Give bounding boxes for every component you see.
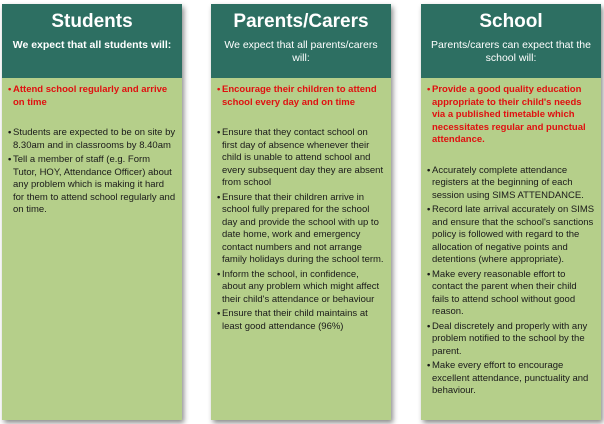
school-header (421, 4, 601, 78)
students-header (2, 4, 182, 78)
list-item (427, 165, 595, 203)
bullet-glyph: • (217, 308, 221, 319)
school-highlight-text: Provide a good quality education appropriate to their child's needs via a published timetable which necessitates regular and punctual attendance. (432, 84, 586, 145)
list-item-text: Tell a member of staff (e.g. Form Tutor, HOY, Attendance Officer) about any problem which is making it hard for them to attend school regularly and on time. (13, 154, 176, 215)
bullet-glyph: • (217, 84, 221, 95)
list-item (217, 127, 385, 190)
list-item-text: Accurately complete attendance registers at the beginning of each session using SIMS ATTENDANCE. (432, 164, 584, 201)
list-item-text: Inform the school, in confidence, about any problem which might affect their child's attendance or behaviour (222, 268, 380, 305)
school-title: School (479, 11, 543, 32)
school-bullet-list (427, 165, 595, 398)
bullet-glyph: • (217, 127, 221, 138)
school-subtitle: Parents/carers can expect that the school will: (431, 39, 591, 64)
list-item-text: Ensure that they contact school on first day of absence whenever their child is unable to attend school and every subsequent day they are absent from school (222, 127, 384, 188)
list-item (8, 127, 176, 152)
list-item (427, 204, 595, 267)
students-column (2, 4, 182, 420)
students-bullet-list (8, 127, 176, 217)
students-subtitle: We expect that all students will: (12, 39, 172, 51)
parents-column (211, 4, 391, 420)
bullet-glyph: • (8, 84, 12, 95)
list-item-text: Deal discretely and properly with any problem notified to the school by the parent. (432, 320, 588, 357)
bullet-glyph: • (217, 191, 221, 203)
list-item-text: Make every effort to encourage excellent attendance, punctuality and behaviour. (432, 360, 589, 396)
list-item-text: Ensure that their children arrive in school fully prepared for the school day and provide the school with up to date home, work and emergency contact numbers and not arrange family holidays during the school term. (222, 191, 384, 265)
bullet-glyph: • (8, 154, 12, 165)
parents-bullet-list (217, 127, 385, 333)
bullet-glyph: • (427, 268, 431, 280)
bullet-glyph: • (217, 268, 221, 280)
students-highlight (8, 84, 176, 109)
school-body (421, 78, 601, 398)
parents-highlight (217, 84, 385, 109)
bullet-glyph: • (427, 204, 431, 215)
list-item-text: Students are expected to be on site by 8.30am and in classrooms by 8.40am (13, 127, 176, 151)
list-item (217, 269, 385, 307)
list-item-text: Make every reasonable effort to contact the parent when their child fails to attend school without good reason. (432, 268, 577, 317)
list-item (427, 269, 595, 319)
list-item (217, 308, 385, 333)
parents-highlight-text: Encourage their children to attend school every day and on time (222, 84, 377, 108)
list-item (427, 321, 595, 359)
list-item (427, 360, 595, 398)
school-column (421, 4, 601, 420)
bullet-glyph: • (427, 164, 431, 176)
bullet-glyph: • (427, 320, 431, 332)
students-highlight-text: Attend school regularly and arrive on time (13, 84, 168, 108)
parents-subtitle: We expect that all parents/carers will: (224, 39, 378, 64)
list-item (217, 192, 385, 267)
students-body (2, 78, 182, 217)
parents-title: Parents/Carers (233, 11, 369, 32)
list-item-text: Ensure that their child maintains at least good attendance (96%) (222, 308, 368, 332)
bullet-glyph: • (427, 360, 431, 371)
bullet-glyph: • (427, 84, 431, 95)
bullet-glyph: • (8, 127, 12, 138)
list-item-text: Record late arrival accurately on SIMS and ensure that the school's sanctions policy is followed with regard to the allocation of negative points and detentions (where appropriate). (432, 204, 595, 265)
parents-body (211, 78, 391, 333)
parents-header (211, 4, 391, 78)
list-item (8, 154, 176, 217)
students-title: Students (51, 11, 133, 32)
school-highlight (427, 84, 595, 147)
